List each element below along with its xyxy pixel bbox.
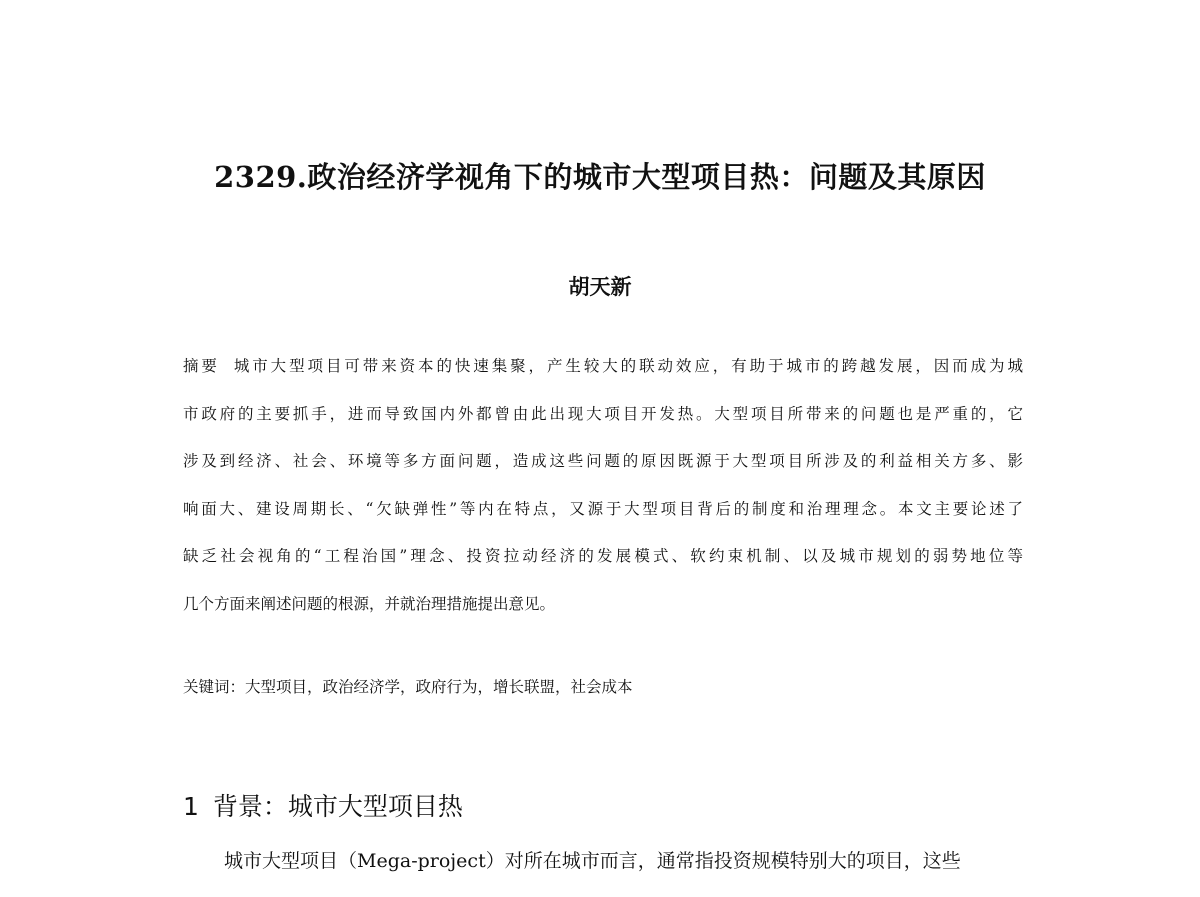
keywords: 关键词：大型项目，政治经济学，政府行为，增长联盟，社会成本 <box>183 678 633 696</box>
section-title: 背景：城市大型项目热 <box>212 792 463 821</box>
abstract-block <box>183 343 1023 629</box>
body-paragraph: 城市大型项目（Mega-project）对所在城市而言，通常指投资规模特别大的项目，这些 <box>224 850 961 872</box>
abstract-line: 涉及到经济、社会、环境等多方面问题，造成这些问题的原因既源于大型项目所涉及的利益相关方多、影 <box>183 452 1023 471</box>
abstract-line: 响面大、建设周期长、“欠缺弹性”等内在特点，又源于大型项目背后的制度和治理理念。本文主要论述了 <box>183 499 1023 518</box>
author-name: 胡天新 <box>568 275 632 299</box>
abstract-line: 缺乏社会视角的“工程治国”理念、投资拉动经济的发展模式、软约束机制、以及城市规划的弱势地位等 <box>183 547 1023 566</box>
section-heading <box>183 787 463 823</box>
abstract-label: 摘要 <box>183 357 220 375</box>
abstract-line: 几个方面来阐述问题的根源，并就治理措施提出意见。 <box>183 594 556 613</box>
abstract-text: 城市大型项目可带来资本的快速集聚，产生较大的联动效应，有助于城市的跨越发展，因而成为城 <box>233 357 1023 375</box>
paper-title: 2329.政治经济学视角下的城市大型项目热：问题及其原因 <box>214 160 986 194</box>
section-number: 1 <box>183 792 199 821</box>
abstract-line: 市政府的主要抓手，进而导致国内外都曾由此出现大项目开发热。大型项目所带来的问题也是严重的，它 <box>183 404 1023 423</box>
abstract-line <box>183 343 1023 391</box>
